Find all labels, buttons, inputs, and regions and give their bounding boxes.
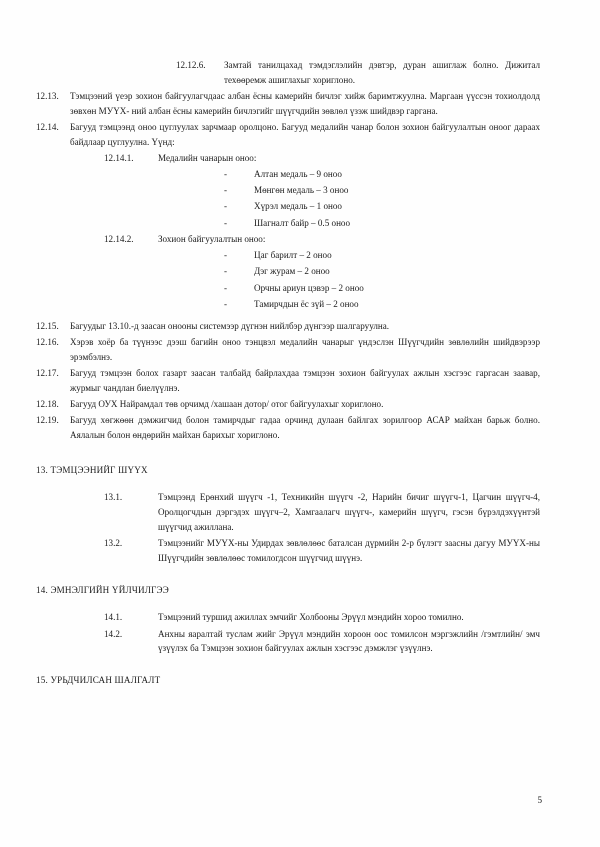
clause-text: Хэрэв хоёр ба түүнээс дээш багийн оноо тэнцвэл медалийн чанарыг үндэслэн Шүүгчдийн зөвлөлийн шийдвэрээр эрэмбэлнэ. bbox=[70, 337, 540, 362]
clause-number: 12.18. bbox=[36, 399, 59, 410]
section-heading-15: 15. УРЬДЧИЛСАН ШАЛГАЛТ bbox=[36, 674, 161, 685]
dash-marker: - bbox=[224, 250, 228, 261]
clause-number: 12.19. bbox=[36, 415, 59, 426]
clause-text: Багууд хөгжөөн дэмжигчид болон тамирчдыг гадаа орчинд дулаан байлгах зорилгоор АСАР майхан барьж болно. Аялалын болон өндөрийн майхан барихыг хориглоно. bbox=[70, 415, 540, 441]
clause-text: Анхны яаралтай туслам жийг Эрүүл мэндийн хороон оос томилсон мэргэжлийн /гэмтлийн/ эмч үзүүлэх ба Тэмцээн зохион байгуулах ажлын хэсгээс дэмжлэг үзүүлнэ. bbox=[158, 628, 540, 654]
clause-text: Багууд тэмцээн болох газарт заасан талбайд байрлахдаа тэмцээн зохион байгуулах ажлын хэсгээс гаргасан заавар, журмыг чандлан биелүүлнэ. bbox=[70, 368, 540, 393]
list-item bbox=[36, 264, 540, 279]
clause-number: 12.14.1. bbox=[104, 152, 134, 163]
clause-12-17 bbox=[36, 366, 540, 395]
clause-text: Тэмцээний үеэр зохион байгуулагчдаас албан ёсны камерийн бичлэг хийж баримтжуулна. Маргаан үүссэн тохиолдолд зөвхөн МУҮХ- ний албан ёсны камерийн бичлэгийг шүүгчдийн зөвлөл үзэж шийдвэр гаргана. bbox=[70, 90, 540, 116]
clause-number: 13.1. bbox=[104, 492, 123, 503]
section-heading-13: 13. ТЭМЦЭЭНИЙГ ШҮҮХ bbox=[36, 464, 148, 475]
clause-number: 14.2. bbox=[104, 628, 123, 639]
page-number: 5 bbox=[537, 795, 542, 805]
list-item bbox=[36, 281, 540, 296]
clause-14-2 bbox=[36, 627, 540, 656]
dash-marker: - bbox=[224, 201, 228, 212]
dash-marker: - bbox=[224, 169, 228, 180]
clause-text: Багууд ОУХ Найрамдал төв орчимд /хашаан дотор/ отог байгуулахыг хориглоно. bbox=[70, 399, 384, 410]
clause-14-1 bbox=[36, 610, 540, 625]
clause-text: Багууд тэмцээнд оноо цуглуулах зарчмаар оролцоно. Багууд медалийн чанар болон зохион байгуулалтын оноог дараах байдлаар цуглуулна. Үүнд: bbox=[70, 121, 540, 147]
clause-12-19 bbox=[36, 413, 540, 442]
clause-number: 12.17. bbox=[36, 368, 59, 379]
clause-12-18 bbox=[36, 397, 540, 412]
dash-marker: - bbox=[224, 282, 228, 293]
list-item bbox=[36, 167, 540, 182]
clause-number: 12.16. bbox=[36, 337, 59, 348]
list-item bbox=[36, 183, 540, 198]
dash-marker: - bbox=[224, 185, 228, 196]
clause-number: 13.2. bbox=[104, 538, 123, 549]
dash-marker: - bbox=[224, 217, 228, 228]
clause-13-2 bbox=[36, 536, 540, 565]
list-item-text: Шагналт байр – 0.5 оноо bbox=[254, 217, 351, 228]
list-item-text: Тамирчдын ёс зүй – 2 оноо bbox=[254, 298, 359, 309]
clause-text: Зохион байгуулалтын оноо: bbox=[158, 233, 266, 244]
clause-text: Багуудыг 13.10.-д заасан онооны системээр дүгнэн нийлбэр дүнгээр шалгаруулна. bbox=[70, 321, 390, 331]
list-item bbox=[36, 199, 540, 214]
section-heading-14: 14. ЭМНЭЛГИЙН ҮЙЛЧИЛГЭЭ bbox=[36, 584, 169, 595]
list-item-text: Алтан медаль – 9 оноо bbox=[254, 169, 342, 180]
clause-12-14 bbox=[36, 120, 540, 149]
list-item bbox=[36, 297, 540, 312]
clause-number: 12.14.2. bbox=[104, 233, 134, 244]
clause-text: Тэмцээний туршид ажиллах эмчийг Холбооны Эрүүл мэндийн хороо томилно. bbox=[158, 612, 464, 623]
clause-12-15 bbox=[36, 319, 540, 334]
clause-12-12-6 bbox=[36, 58, 540, 87]
clause-number: 14.1. bbox=[104, 612, 123, 623]
clause-number: 12.13. bbox=[36, 90, 59, 101]
list-item-text: Мөнгөн медаль – 3 оноо bbox=[254, 185, 349, 196]
list-item bbox=[36, 248, 540, 263]
list-item-text: Дэг журам – 2 оноо bbox=[254, 266, 330, 277]
list-item-text: Цаг барилт – 2 оноо bbox=[254, 250, 332, 261]
clause-12-14-2 bbox=[36, 232, 540, 247]
document-body bbox=[36, 58, 540, 688]
dash-marker: - bbox=[224, 266, 228, 277]
clause-text: Тэмцээнийг МУҮХ-ны Удирдах зөвлөлөөс баталсан дүрмийн 2-р бүлэгт заасны дагуу МУҮХ-ны Шүүгчдийн зөвлөлөөс томилогдсон шүүгчид шүүнэ. bbox=[158, 538, 540, 563]
clause-text: Замтай танилцахад тэмдэглэлийн дэвтэр, дуран ашиглаж болно. Дижитал техөөремж ашиглахыг хориглоно. bbox=[224, 60, 540, 85]
list-item-text: Хүрэл медаль – 1 оноо bbox=[254, 201, 342, 212]
clause-12-13 bbox=[36, 89, 540, 118]
clause-12-14-1 bbox=[36, 151, 540, 166]
list-item bbox=[36, 216, 540, 231]
clause-text: Медалийн чанарын оноо: bbox=[158, 152, 257, 163]
clause-number: 12.12.6. bbox=[176, 60, 206, 70]
clause-13-1 bbox=[36, 490, 540, 534]
clause-number: 12.15. bbox=[36, 321, 59, 331]
clause-number: 12.14. bbox=[36, 121, 59, 132]
clause-12-16 bbox=[36, 335, 540, 364]
list-item-text: Орчны ариун цэвэр – 2 оноо bbox=[254, 282, 364, 293]
dash-marker: - bbox=[224, 298, 228, 309]
clause-text: Тэмцээнд Ерөнхий шүүгч -1, Техникийн шүүгч -2, Нарийн бичиг шүүгч-1, Цагчин шүүгч-4, Оролцогчдын дэргэдэх шүүгч–2, Хамгаалагч шүүгч-, камерийн шүүгч, гэсэн бүрэлдэхүүнтэй шүүгчид ажиллана. bbox=[158, 492, 540, 532]
